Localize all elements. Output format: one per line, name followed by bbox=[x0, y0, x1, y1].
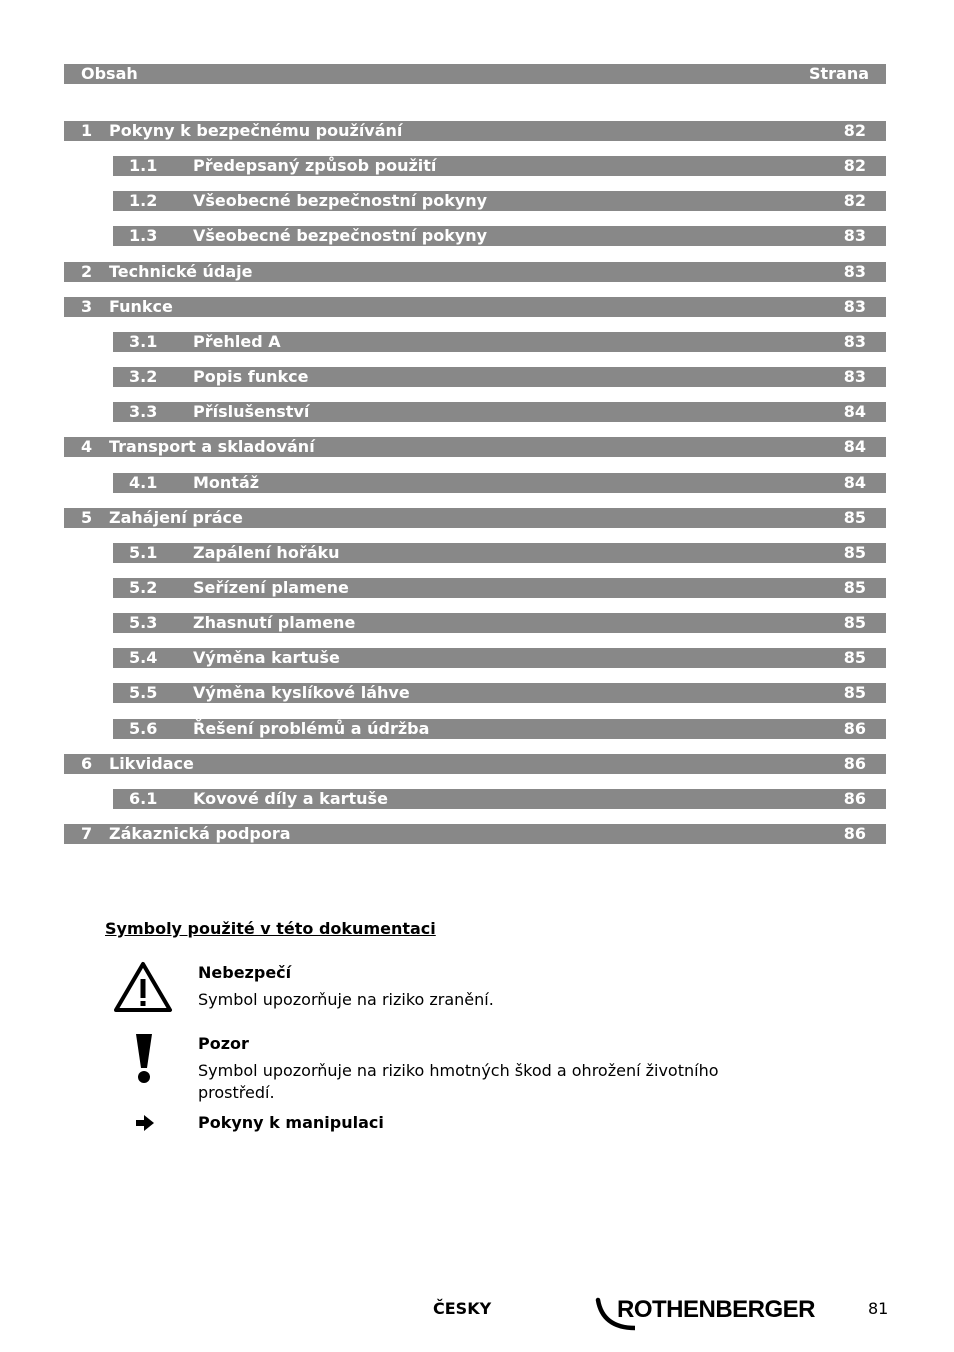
caution-text: Symbol upozorňuje na riziko hmotných škod a ohrožení životního prostředí. bbox=[198, 1061, 719, 1102]
toc-entry-number: 5.1 bbox=[129, 543, 158, 562]
toc-header bbox=[64, 64, 886, 84]
toc-entry-title: Zapálení hořáku bbox=[193, 543, 340, 562]
toc-entry[interactable] bbox=[64, 437, 886, 457]
toc-entry-title: Všeobecné bezpečnostní pokyny bbox=[193, 191, 488, 210]
toc-entry-page: 86 bbox=[843, 824, 866, 843]
toc-entry-number: 6 bbox=[81, 754, 93, 773]
toc-entry-page: 85 bbox=[843, 578, 866, 597]
toc-entry-title: Seřízení plamene bbox=[193, 578, 349, 597]
toc-entry-number: 7 bbox=[81, 824, 93, 843]
toc-entry-page: 82 bbox=[843, 156, 866, 175]
brand-logo bbox=[595, 1294, 835, 1334]
toc-entry-page: 83 bbox=[843, 226, 866, 245]
toc-entry[interactable] bbox=[113, 191, 886, 211]
toc-entry-number: 1.1 bbox=[129, 156, 158, 175]
toc-entry-title: Technické údaje bbox=[109, 262, 253, 281]
toc-entry-page: 85 bbox=[843, 613, 866, 632]
toc-header-page-label: Strana bbox=[808, 64, 869, 83]
toc-entry-page: 84 bbox=[843, 402, 866, 421]
toc-entry-number: 1 bbox=[81, 121, 93, 140]
danger-title: Nebezpečí bbox=[198, 963, 292, 982]
toc-entry[interactable] bbox=[64, 824, 886, 844]
toc-entry-title: Zahájení práce bbox=[109, 508, 243, 527]
toc-entry-title: Výměna kartuše bbox=[193, 648, 340, 667]
toc-entry-number: 5.3 bbox=[129, 613, 158, 632]
toc-entry[interactable] bbox=[113, 613, 886, 633]
toc-entry-title: Transport a skladování bbox=[109, 437, 315, 456]
brand-name: ROTHENBERGER bbox=[617, 1296, 816, 1323]
toc-entry-number: 3.3 bbox=[129, 402, 158, 421]
toc-entry[interactable] bbox=[113, 332, 886, 352]
toc-entry-page: 86 bbox=[843, 789, 866, 808]
toc-entry[interactable] bbox=[113, 402, 886, 422]
toc-entry[interactable] bbox=[64, 754, 886, 774]
caution-title: Pozor bbox=[198, 1034, 249, 1053]
toc-entry-title: Pokyny k bezpečnému používání bbox=[109, 121, 403, 140]
footer-language: ČESKY bbox=[433, 1299, 492, 1318]
toc-entry-number: 3 bbox=[81, 297, 93, 316]
toc-entry-page: 85 bbox=[843, 508, 866, 527]
toc-entry[interactable] bbox=[113, 719, 886, 739]
toc-entry[interactable] bbox=[64, 297, 886, 317]
toc-entry-title: Montáž bbox=[193, 473, 260, 492]
toc-entry-title: Funkce bbox=[109, 297, 173, 316]
instructions-title: Pokyny k manipulaci bbox=[198, 1113, 384, 1132]
toc-entry-page: 83 bbox=[843, 367, 866, 386]
toc-entry-page: 83 bbox=[843, 262, 866, 281]
toc-entry-page: 83 bbox=[843, 297, 866, 316]
toc-entry-page: 83 bbox=[843, 332, 866, 351]
toc-entry-title: Zhasnutí plamene bbox=[193, 613, 356, 632]
toc-entry-number: 3.2 bbox=[129, 367, 158, 386]
toc-entry-number: 5.2 bbox=[129, 578, 158, 597]
symbols-heading: Symboly použité v této dokumentaci bbox=[105, 919, 436, 938]
toc-entry-number: 5.5 bbox=[129, 683, 158, 702]
toc-entry[interactable] bbox=[64, 121, 886, 141]
toc-entry-page: 85 bbox=[843, 683, 866, 702]
toc-entry[interactable] bbox=[113, 367, 886, 387]
toc-entry-number: 4 bbox=[81, 437, 93, 456]
exclamation-icon bbox=[132, 1034, 156, 1084]
toc-entry-title: Řešení problémů a údržba bbox=[193, 719, 430, 738]
toc-entry[interactable] bbox=[113, 578, 886, 598]
warning-triangle-icon bbox=[113, 961, 173, 1013]
toc-entry[interactable] bbox=[113, 789, 886, 809]
toc-entry-page: 86 bbox=[843, 754, 866, 773]
toc-entry-page: 82 bbox=[843, 191, 866, 210]
page-number: 81 bbox=[868, 1299, 889, 1318]
toc-entry-number: 5.4 bbox=[129, 648, 158, 667]
toc-entry-number: 5.6 bbox=[129, 719, 158, 738]
toc-entry[interactable] bbox=[113, 156, 886, 176]
toc-entry-title: Kovové díly a kartuše bbox=[193, 789, 388, 808]
toc-entry-title: Likvidace bbox=[109, 754, 194, 773]
toc-entry-title: Popis funkce bbox=[193, 367, 309, 386]
toc-entry-number: 5 bbox=[81, 508, 93, 527]
toc-entry-title: Předepsaný způsob použití bbox=[193, 156, 437, 175]
toc-entry-title: Všeobecné bezpečnostní pokyny bbox=[193, 226, 488, 245]
toc-entry[interactable] bbox=[64, 508, 886, 528]
toc-entry-page: 86 bbox=[843, 719, 866, 738]
toc-entry[interactable] bbox=[113, 683, 886, 703]
toc-entry-title: Příslušenství bbox=[193, 402, 310, 421]
danger-text: Symbol upozorňuje na riziko zranění. bbox=[198, 990, 494, 1009]
toc-entry[interactable] bbox=[64, 262, 886, 282]
toc-entry-page: 82 bbox=[843, 121, 866, 140]
toc-entry-number: 2 bbox=[81, 262, 93, 281]
toc-entry-number: 1.2 bbox=[129, 191, 158, 210]
toc-entry-page: 84 bbox=[843, 437, 866, 456]
toc-header-label: Obsah bbox=[81, 64, 138, 83]
toc-entry-page: 84 bbox=[843, 473, 866, 492]
toc-entry-title: Zákaznická podpora bbox=[109, 824, 291, 843]
toc-entry[interactable] bbox=[113, 543, 886, 563]
toc-entry-page: 85 bbox=[843, 648, 866, 667]
toc-entry[interactable] bbox=[113, 648, 886, 668]
toc-entry[interactable] bbox=[113, 473, 886, 493]
toc-entry-number: 3.1 bbox=[129, 332, 158, 351]
toc-entry[interactable] bbox=[113, 226, 886, 246]
toc-entry-number: 1.3 bbox=[129, 226, 158, 245]
toc-entry-number: 4.1 bbox=[129, 473, 158, 492]
toc-entry-number: 6.1 bbox=[129, 789, 158, 808]
toc-entry-page: 85 bbox=[843, 543, 866, 562]
arrow-right-icon bbox=[136, 1115, 154, 1131]
toc-entry-title: Výměna kyslíkové láhve bbox=[193, 683, 410, 702]
toc-entry-title: Přehled A bbox=[193, 332, 281, 351]
